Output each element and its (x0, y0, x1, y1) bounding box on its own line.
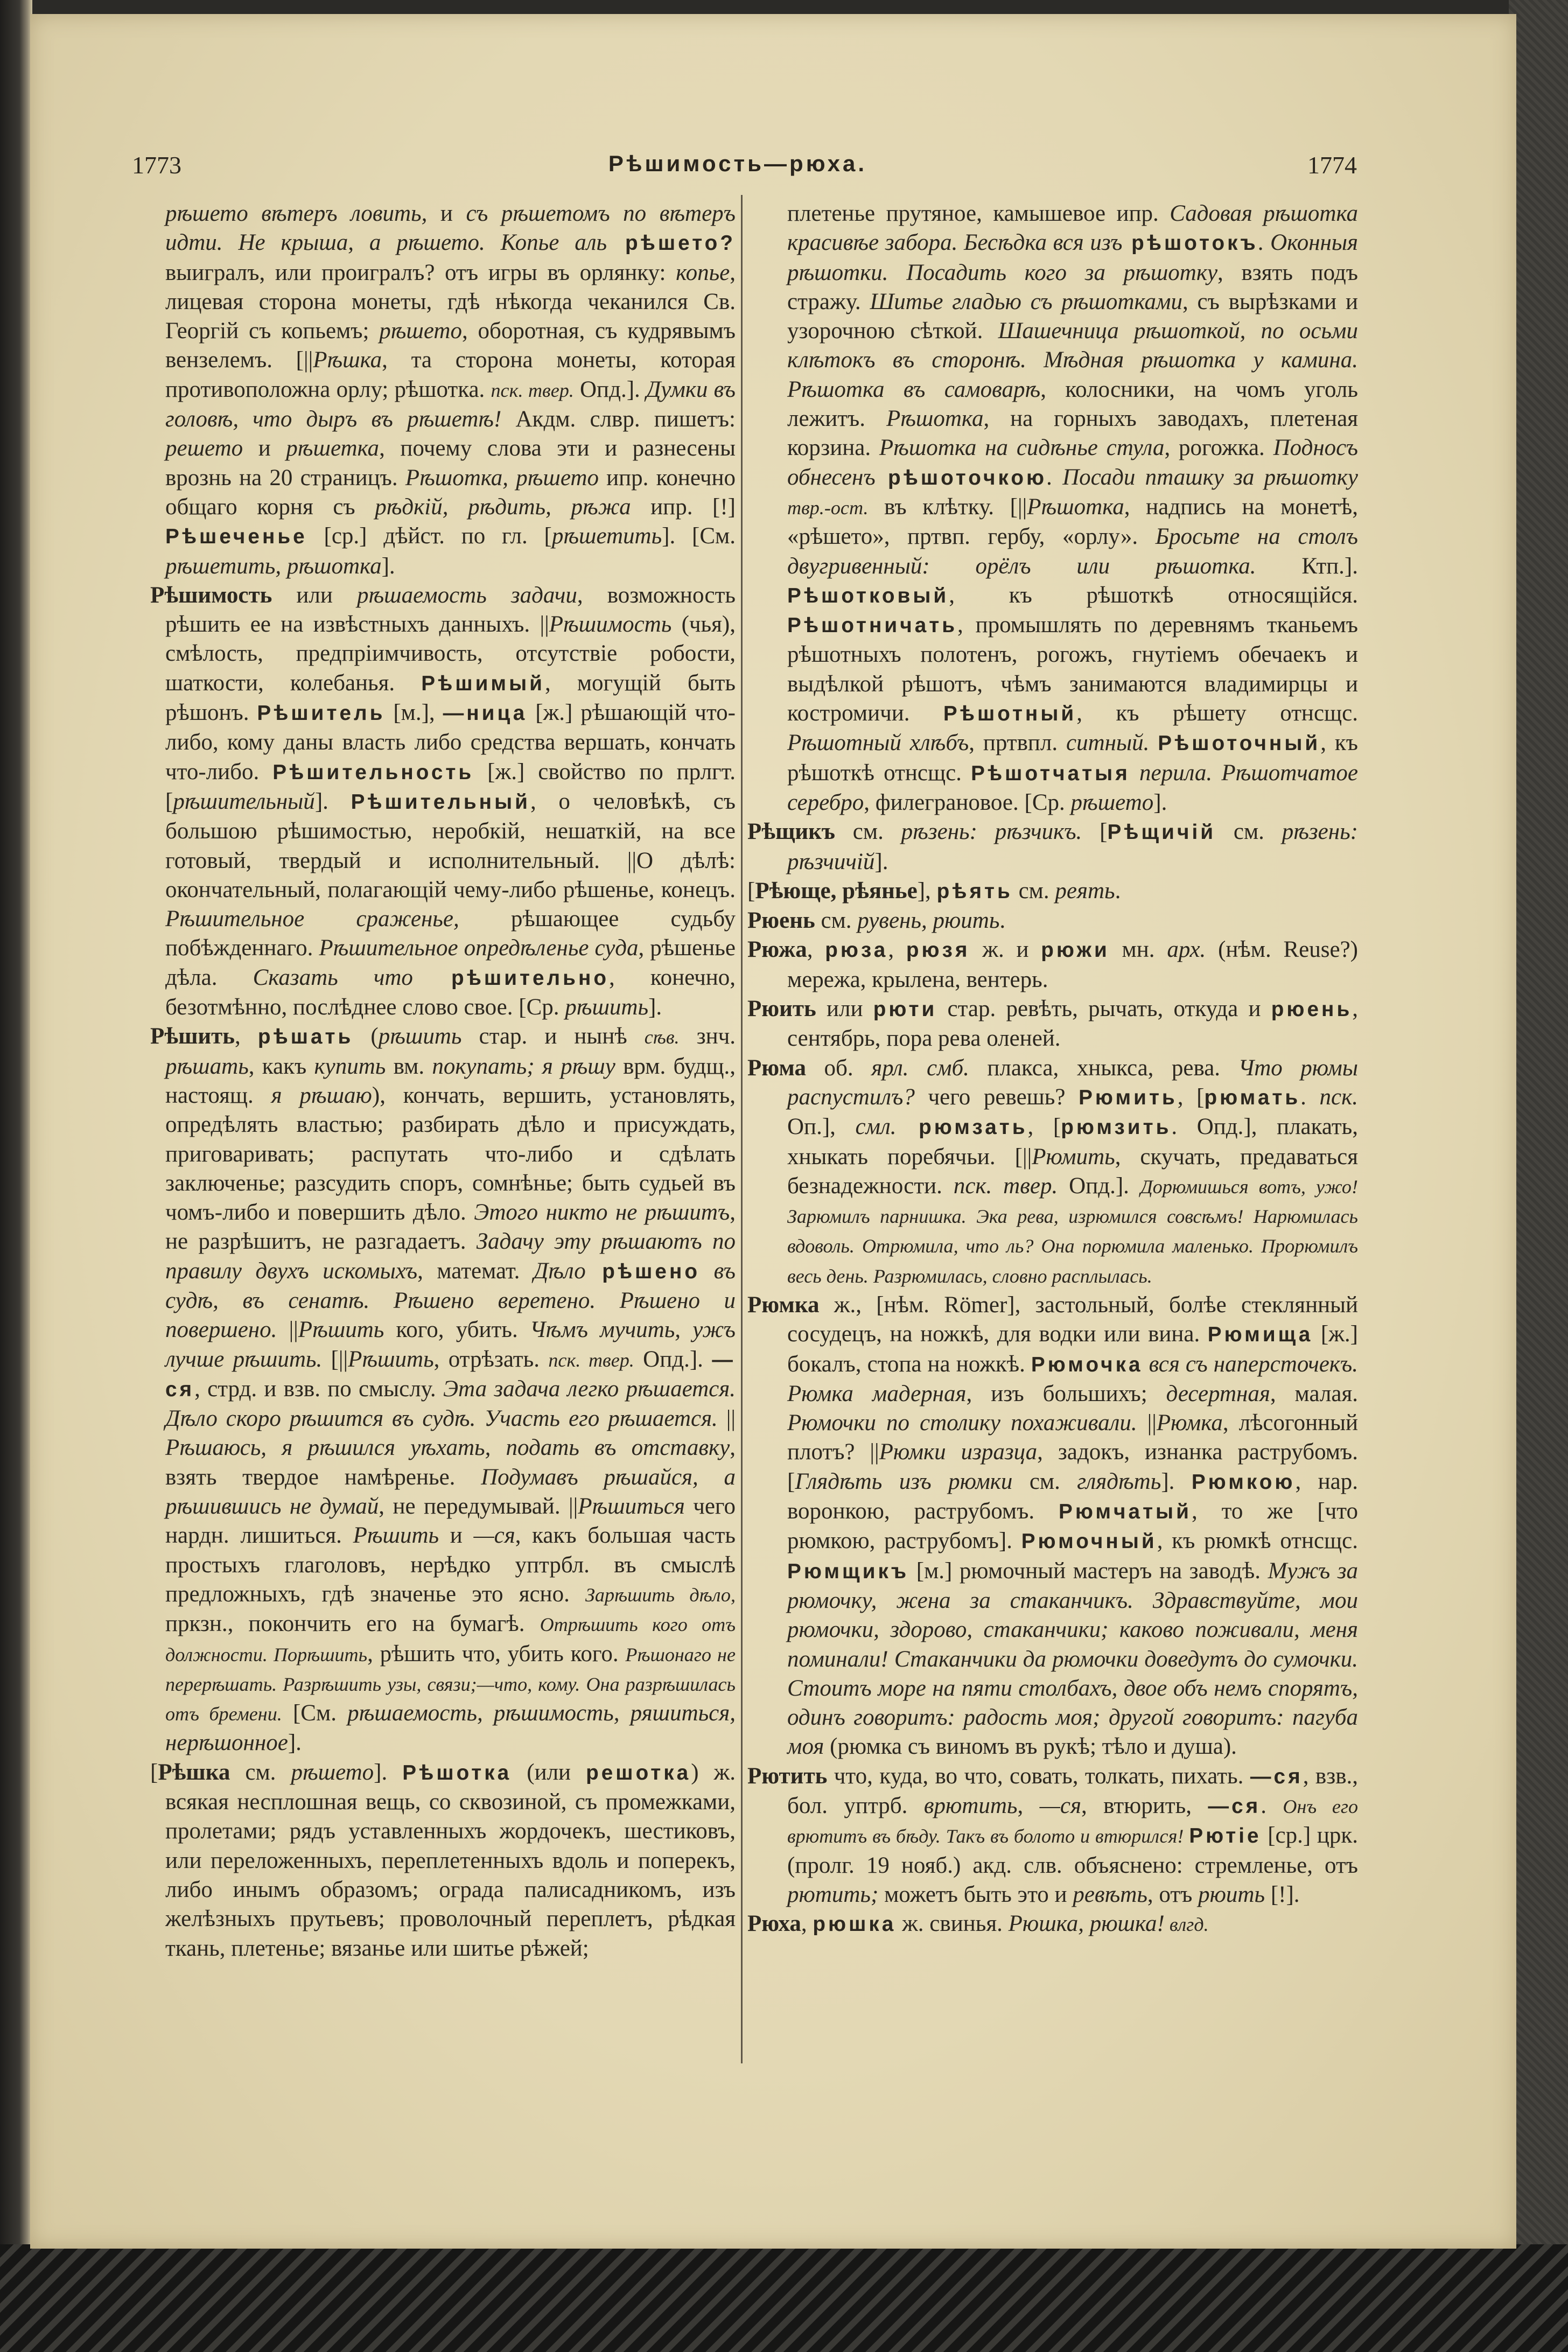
bold-spaced-term: Рюмчатый (1059, 1500, 1192, 1524)
text-run: чего ревешь? (914, 1084, 1079, 1110)
italic-run: рѣшето (379, 318, 462, 344)
text-run: кого, убить. (384, 1317, 530, 1343)
left-text-column (150, 199, 736, 1963)
bold-spaced-term: Рѣшоточный (1158, 732, 1321, 755)
text-run: , возможность рѣшить ее на извѣстныхъ данныхъ. || (165, 582, 736, 638)
bold-spaced-term: решотка (586, 1761, 691, 1784)
text-run: и (439, 1523, 474, 1549)
bold-spaced-term: рюмзать (896, 1116, 1028, 1139)
text-run: ], (917, 878, 937, 904)
dictionary-entry (747, 935, 1358, 995)
text-run: ]. (874, 849, 888, 874)
bold-spaced-term: рюшка (813, 1913, 897, 1936)
italic-run: Бросьте на столъ двугривенный: орёлъ или рѣшотка. (787, 524, 1358, 579)
text-run: , о человѣкѣ, съ большою рѣшимостью, неробкій, нешаткій, на все готовый, твердый и исполнительный. ||О дѣлѣ: окончательный, полагающій чему-либо рѣшенье, конецъ. (165, 788, 736, 902)
text-run: рѣшающее судьбу побѣжденнаго. (165, 906, 736, 961)
bold-spaced-term: Рютіе (1189, 1824, 1262, 1848)
text-run: , къ рѣшету отнсщс. (1076, 701, 1358, 726)
headword: Рѣщикъ (747, 819, 835, 845)
dictionary-entry (747, 995, 1358, 1054)
text-run: , взв., бол. уптрб. (787, 1763, 1358, 1819)
text-run: [ср.] црк. (пролг. 19 нояб.) акд. слв. объяснено: стремленье, отъ (787, 1823, 1358, 1878)
italic-run: Рѣшотка на сидѣнье стула (879, 435, 1165, 461)
headword: Рѣшить (150, 1024, 235, 1049)
italic-run: Рѣшимость (549, 612, 672, 638)
text-run: ), кончать, вершить, установлять, опредѣлять властью; разбирать дѣло и присуждать, приговаривать; распутать что-либо и сдѣлать заключенье; разсудить споръ, сомнѣнье; быть судьей въ чомъ-либо и повершить дѣло. (165, 1082, 736, 1226)
bold-spaced-term: рѣшето? (607, 232, 736, 255)
italic-run: Эта задача легко рѣшается. Дѣло скоро рѣшится въ судѣ. Участь его рѣшается. (165, 1376, 736, 1432)
italic-run: Рюшка, рюшка! (1008, 1911, 1165, 1937)
bold-spaced-term: Рюмкою (1191, 1470, 1296, 1494)
bold-spaced-term: рѣшено (585, 1259, 701, 1283)
running-title: Рѣшимость—рюха. (608, 151, 867, 176)
italic-run: Рѣшить (298, 1317, 384, 1343)
small-italic-example: Рѣшонаго не перерѣшать. Разрѣшить узы, связи;—что, кому. Она разрѣшилась отъ бремени. (165, 1643, 736, 1725)
bold-spaced-term: Рѣшитель (257, 702, 386, 725)
italic-run: Шитье гладью съ рѣшотками (870, 289, 1182, 314)
italic-run: рѣзень: рѣзчичій (787, 819, 1358, 874)
italic-run: рѣдкій, рѣдить, рѣжа (375, 494, 631, 520)
text-run: см. (230, 1759, 291, 1785)
italic-run: Рѣшиться (578, 1494, 685, 1520)
italic-run: Этого никто не рѣшитъ (474, 1200, 730, 1226)
text-run: , колосники, на чомъ уголь лежитъ. (787, 376, 1358, 432)
entry-continuation (150, 199, 736, 581)
bold-spaced-term: Рѣшотничать (787, 614, 958, 638)
text-run: знч. (679, 1024, 736, 1049)
text-run: врм. будщ., настоящ. (165, 1053, 736, 1108)
italic-run: купить (314, 1053, 386, 1079)
text-run: [ж.] свойство по прлгт. [ (165, 759, 736, 814)
text-run: [!]. (1265, 1881, 1300, 1907)
bold-spaced-term: Рѣшотчатыя (971, 761, 1130, 785)
text-run: см. (1012, 878, 1055, 904)
italic-run: рѣзень: рѣзчикъ. (901, 819, 1082, 845)
headword: Рѣшка (158, 1759, 230, 1785)
text-run: , къ рюмкѣ отнсщс. (1157, 1528, 1358, 1554)
text-run: Опд.]. (1058, 1173, 1140, 1199)
text-run: , то же [что рюмкою, раструбомъ]. (787, 1499, 1358, 1554)
text-run: , оборотная, съ кудрявымъ вензелемъ. [|| (165, 318, 736, 373)
text-run: ж. свинья. (896, 1911, 1009, 1937)
text-run: чего нардн. лишиться. (165, 1494, 736, 1549)
small-italic-example: сѣв. (644, 1026, 680, 1048)
italic-run: рѣшаемость задачи (356, 582, 577, 608)
text-run: см. (835, 819, 901, 845)
bold-spaced-term: рюжи (1041, 939, 1110, 962)
italic-run: Рюмочки по столику похаживали. (787, 1410, 1137, 1436)
text-run: , [ (1027, 1114, 1061, 1140)
italic-run: Думки въ головѣ, что дыръ въ рѣшетѣ! (165, 376, 736, 432)
text-run: , промышлять по деревнямъ тканьемъ рѣшотныхъ полотенъ, рогожъ, гнутіемъ обечаекъ и выдѣлкой рѣшотъ, чѣмъ занимаются владимирцы и костромичи. (787, 612, 1358, 726)
text-run: , не разрѣшитъ, не разгадаетъ. (165, 1200, 736, 1255)
text-run: [м.], (385, 700, 443, 726)
bold-spaced-term: рѣшительно (412, 966, 610, 990)
text-run: ]. (288, 1730, 302, 1756)
text-run: , отрѣзать. (433, 1346, 549, 1372)
small-italic-example: твр.-ост. (787, 496, 869, 519)
bold-spaced-term: Рѣшотка (402, 1761, 512, 1784)
headword: Рюха (747, 1911, 801, 1937)
text-run: ]. [См. (662, 523, 736, 549)
text-run: ( (353, 1024, 379, 1049)
italic-run: Шашечница рѣшоткой, по осьми клѣтокъ въ сторонѣ. Мѣдная рѣшотка у камина. Рѣшотка въ самоварѣ (787, 318, 1358, 402)
dictionary-entry (150, 581, 736, 1022)
text-run: (чья), смѣлость, предпріимчивость, отсутствіе робости, шаткости, колебанья. (165, 612, 736, 696)
italic-run: . Посади пташку за рѣшотку (1047, 464, 1358, 490)
text-run: . (999, 908, 1006, 934)
text-run: вм. (386, 1053, 432, 1079)
text-run: , (807, 937, 825, 963)
right-page-number: 1774 (1307, 151, 1357, 179)
text-run: (или (512, 1759, 586, 1785)
dictionary-entry (747, 877, 1358, 906)
italic-run: съ рѣшетомъ по вѣтеръ идти. Не крыша, а рѣшето. Копье аль (165, 201, 736, 256)
italic-run: рѣшето (1070, 789, 1154, 815)
text-run: (нѣм. Reuse?) мережа, крылена, вентерь. (787, 937, 1358, 992)
text-run: [ (150, 1759, 158, 1785)
dictionary-entry (747, 1054, 1358, 1291)
italic-run: Мужъ за рюмочку, жена за стаканчикъ. Здравствуйте, мои рюмочки, здорово, стаканчики; каково поживали, меня поминали! Стаканчики да рюмочки доведутъ до сумочки. Стоитъ море на пяти столбахъ, двое объ немъ спорятъ, одинъ говоритъ: радость моя; другой говоритъ: пагуба моя (787, 1558, 1358, 1760)
right-text-column (747, 199, 1358, 1940)
bold-spaced-term: —ся (1250, 1765, 1303, 1788)
bold-spaced-term: Рѣшительность (272, 760, 474, 784)
italic-run: рѣшетка (286, 436, 380, 461)
background-cloth (1509, 0, 1568, 2352)
italic-run: Задачу эту рѣшаютъ по правилу двухъ искомыхъ (165, 1229, 736, 1284)
column-divider (741, 195, 743, 2063)
text-run: . (1300, 1084, 1320, 1110)
dictionary-entry (150, 1758, 736, 1963)
italic-run: Садовая рѣшотка красивѣе забора. Бесѣдка вся изъ (787, 201, 1358, 256)
small-italic-example: Зарѣшить дѣло, (585, 1584, 736, 1606)
small-italic-example: Отрѣшить кого отъ должности. Порѣшить (165, 1614, 736, 1665)
text-run: , рѣшить что, убить кого. (367, 1641, 626, 1667)
text-run: выигралъ, или проигралъ? отъ игры въ орлянку: (165, 260, 676, 285)
text-run: , на горныхъ заводахъ, плетеная корзина. (787, 406, 1359, 461)
italic-run: Сказать что (253, 964, 413, 990)
text-run: или (272, 582, 357, 608)
text-run: стар. и нынѣ (461, 1024, 645, 1049)
italic-run: ревѣть (1073, 1881, 1147, 1907)
text-run: и (427, 201, 466, 226)
text-run: . (1115, 878, 1121, 904)
text-run: Оп.], (787, 1114, 856, 1140)
headword: Рѣюще, рѣянье (755, 878, 918, 904)
headword: Рюить (747, 996, 816, 1022)
italic-run: вся съ наперсточекъ. Рюмка мадерная (787, 1351, 1358, 1406)
text-run: ]. (314, 788, 351, 814)
italic-run: Подносъ обнесенъ (787, 435, 1359, 490)
dictionary-entry (747, 1291, 1358, 1762)
bold-spaced-term: Рюмища (1207, 1323, 1313, 1347)
text-run: ж., [нѣм. Römer], застольный, болѣе стеклянный сосудецъ, на ножкѣ, для водки или вина. (787, 1292, 1358, 1347)
text-run: , надпись на монетѣ, «рѣшето», пртвп. гербу, «орлу». (787, 494, 1358, 550)
bold-spaced-term: —ся (1208, 1795, 1261, 1818)
text-run: , взять подъ стражу. (787, 260, 1358, 314)
headword: Рюжа (747, 937, 807, 963)
text-run: , сентябрь, пора рева оленей. (787, 996, 1359, 1052)
italic-run: реять (1055, 878, 1115, 904)
dictionary-entry (747, 1909, 1358, 1939)
text-run: , стрд. и взв. по смыслу. (194, 1376, 443, 1402)
text-run: можетъ быть это и (878, 1881, 1073, 1907)
italic-run: рѣшаемость, рѣшимость, ряшиться, нерѣшонное (165, 1700, 736, 1756)
italic-run: я рѣшаю (271, 1082, 372, 1108)
text-run: , къ рѣшоткѣ относящійся. (949, 582, 1358, 608)
text-run: || (1137, 1410, 1157, 1436)
italic-run: Рѣшотный хлѣбъ (787, 730, 969, 756)
text-run: или (816, 996, 873, 1022)
italic-run: копье (676, 260, 730, 285)
text-run: ипр. конечно общаго корня съ (165, 465, 736, 520)
text-run: . (1261, 1793, 1283, 1819)
small-italic-example: Дорюмишься вотъ, ужо! Зарюмилъ парнишка. Эка рева, изрюмился совсѣмъ! Нарюмилась вдоволь. Отрюмила, что ль? Она порюмила маленько. Прорюмилъ весь день. Разрюмилась, словно расплылась. (787, 1175, 1358, 1287)
text-run: , втюрить, (1081, 1793, 1208, 1819)
italic-run: Что рюмы распустилъ? (787, 1055, 1358, 1110)
text-run: ]. (648, 995, 662, 1020)
text-run: , (888, 937, 906, 963)
headword: Рютить (747, 1763, 828, 1789)
italic-run: рѣшетить (551, 523, 662, 549)
italic-run: Рѣшить (348, 1346, 434, 1372)
bold-spaced-term: рюмзить (1061, 1116, 1172, 1139)
bold-spaced-term: Рюмить (1079, 1086, 1178, 1109)
italic-run: врютить (923, 1793, 1018, 1819)
italic-run: рѣшить (565, 995, 649, 1020)
italic-run: Рѣшительное сраженье, (165, 906, 459, 932)
italic-run: решето (165, 436, 243, 461)
text-run: , почему слова эти и разнесены врознь на 20 страницъ. (165, 436, 736, 491)
headword: Рѣшимость (150, 582, 272, 608)
text-run: ]. (374, 1759, 403, 1785)
text-run: плетенье прутяное, камышевое ипр. (787, 201, 1170, 226)
background-cloth-bottom (0, 2244, 1568, 2352)
text-run: въ клѣтку. [|| (868, 494, 1027, 520)
text-run: , (1017, 1793, 1040, 1819)
italic-run: Рѣшка (313, 347, 382, 373)
page-header (0, 151, 1568, 188)
text-run: , къ рѣшоткѣ отнсщс. (787, 730, 1358, 786)
italic-run: рѣшетить, рѣшотка (165, 553, 382, 579)
italic-run: рюить (1198, 1881, 1265, 1907)
bold-spaced-term: Рюмочный (1021, 1530, 1157, 1553)
dictionary-entry (150, 1022, 736, 1758)
text-run: , какъ (248, 1053, 314, 1079)
text-run: Акдм. слвр. пишетъ: (501, 407, 736, 432)
bold-spaced-term: —ся (165, 1348, 736, 1401)
headword: Рюмка (747, 1292, 820, 1318)
small-italic-example: пск. твер. (491, 379, 574, 401)
text-run: , та сторона монеты, которая противоположна орлу; рѣшотка. (165, 347, 736, 402)
text-run: что, куда, во что, совать, толкать, пихать. (827, 1763, 1250, 1789)
text-run: об. (806, 1055, 872, 1081)
italic-run: Рѣшаюсь, я рѣшился уѣхать, подать въ отставку (165, 1435, 730, 1461)
bold-spaced-term: Рюмщикъ (787, 1559, 909, 1583)
text-run: [ (1082, 819, 1108, 845)
bold-spaced-term: рѣшотокъ (1122, 232, 1258, 255)
italic-run: Рюмки изразца (879, 1439, 1038, 1465)
text-run: , математ. (417, 1258, 534, 1284)
text-run: , задокъ, изнанка раструбомъ. [ (787, 1439, 1359, 1494)
italic-run: Подумавъ рѣшайся, а рѣшившись не думай (165, 1464, 736, 1520)
text-run: ) ж. всякая несплошная вещь, со сквозиной, съ промежками, пролетами; рядъ уставленныхъ жордочекъ, шестиковъ, или переложенныхъ, переплетенныхъ вдоль и поперекъ, либо инымъ образомъ; ограда палисадникомъ, изъ желѣзныхъ прутьевъ; проволочный переплетъ, рѣдкая ткань, плетенье; вязанье или шитье рѣжей; (165, 1759, 736, 1961)
text-run: см. (1216, 819, 1282, 845)
small-italic-example: пск. твер. (548, 1349, 634, 1371)
text-run: , скучать, предаваться безнадежности. (787, 1144, 1358, 1199)
italic-run: рѣшить (378, 1024, 462, 1049)
text-run: , какъ большая часть простыхъ глаголовъ, нерѣдко уптрбл. въ смыслѣ предложныхъ, гдѣ значенье это ясно. (165, 1523, 736, 1607)
text-run: [м.] рюмочный мастеръ на заводѣ. (909, 1558, 1268, 1584)
italic-run: рѣшето (291, 1759, 374, 1785)
text-run: [|| (322, 1346, 348, 1372)
headword: Рюень (747, 908, 815, 934)
italic-run: смл. (855, 1114, 897, 1140)
italic-run: Рюмка (1156, 1410, 1223, 1436)
text-run: Опд.]. (573, 376, 646, 402)
bold-spaced-term: рѣять (936, 879, 1013, 903)
italic-run: Рюмить (1032, 1144, 1115, 1170)
text-run: см. (1012, 1468, 1077, 1494)
italic-run: Рѣшить (353, 1523, 439, 1549)
bold-spaced-term: —ница (443, 702, 528, 725)
text-run: [См. (282, 1700, 348, 1726)
text-run: , (801, 1911, 813, 1937)
text-run: , [ (1177, 1084, 1205, 1110)
bold-spaced-term: рюти (873, 998, 937, 1021)
italic-run: покупать; я рѣшу (432, 1053, 615, 1079)
bold-spaced-term: Рѣшотковый (787, 584, 949, 607)
italic-run: Рѣшотка, рѣшето (405, 465, 599, 491)
bold-spaced-term: рюзя (906, 939, 970, 962)
text-run: [ж.] бокалъ, стопа на ножкѣ. (787, 1321, 1358, 1377)
text-run: ]. (381, 553, 395, 579)
entry-continuation (747, 199, 1358, 817)
text-run: , (235, 1024, 258, 1049)
italic-run: пск. твер. (953, 1173, 1058, 1199)
left-page-number: 1773 (132, 151, 181, 179)
text-run: стар. ревѣть, рычать, откуда и (937, 996, 1271, 1022)
italic-run: арх. (1167, 937, 1206, 963)
text-run: || (717, 1406, 736, 1432)
text-run: пркзн., покончить его на бумагѣ. (165, 1611, 540, 1637)
bold-spaced-term: рюза (825, 939, 888, 962)
text-run: , не передумывай. || (379, 1494, 578, 1520)
small-italic-example: влгд. (1164, 1914, 1209, 1936)
italic-run: рѣшать (165, 1053, 249, 1079)
text-run: и (243, 436, 286, 461)
text-run: см. (815, 908, 858, 934)
text-run: [ср.] дѣйст. по гл. [ (307, 523, 552, 549)
text-run: , лѣсогонный плотъ? || (787, 1410, 1359, 1465)
italic-run: въ судѣ, въ сенатѣ. Рѣшено веретено. Рѣшено и повершено. (165, 1258, 736, 1343)
text-run: , изъ большихъ; (966, 1381, 1166, 1406)
text-run: (рюмка съ виномъ въ рукѣ; тѣло и душа). (824, 1734, 1237, 1760)
text-run: , нар. воронкою, раструбомъ. (787, 1468, 1359, 1524)
bold-spaced-term: Рѣшительный (351, 790, 530, 814)
bold-spaced-term: Рѣшотный (943, 702, 1077, 726)
text-run: , могущій быть рѣшонъ. (165, 670, 736, 726)
italic-run: рѣшето вѣтеръ ловить, (165, 201, 428, 226)
text-run: , отъ (1147, 1881, 1199, 1907)
italic-run: ситный. (1066, 730, 1158, 756)
small-italic-example: Онъ его врютитъ въ бѣду. Такъ въ болото и втюрился! (787, 1796, 1359, 1847)
italic-run: пск. (1319, 1084, 1358, 1110)
text-run: , взять твердое намѣренье. (165, 1435, 736, 1490)
headword: Рюма (747, 1055, 807, 1081)
bold-spaced-term: Рюмочка (1031, 1353, 1143, 1376)
text-run: ж. и (970, 937, 1041, 963)
bold-spaced-term: Рѣшеченье (165, 525, 307, 549)
text-run: , рогожка. (1164, 435, 1273, 461)
italic-run: —ся (473, 1523, 515, 1549)
text-run: , конечно, безотмѣнно, послѣднее слово свое. [Ср. (165, 964, 736, 1020)
italic-run: . Оконныя рѣшотки. Посадить кого за рѣшотку (787, 230, 1358, 285)
italic-run: Рѣшительное опредѣленье суда (319, 935, 639, 961)
text-run: , филеграновое. [Ср. (864, 789, 1071, 815)
bold-spaced-term: Рѣшимый (421, 671, 545, 695)
dictionary-entry (747, 1762, 1358, 1909)
bold-spaced-term: рюмать (1204, 1086, 1301, 1109)
text-run: мн. (1109, 937, 1167, 963)
text-run: , съ вырѣзками и узорочною сѣткой. (787, 289, 1358, 344)
dictionary-entry (747, 906, 1358, 935)
text-run: , лицевая сторона монеты, гдѣ нѣкогда чеканился Св. Георгій съ копьемъ; (165, 260, 736, 344)
italic-run: десертная (1166, 1381, 1270, 1406)
italic-run: Рѣшотка (1027, 494, 1124, 520)
dictionary-entry (747, 817, 1358, 877)
book-binding-edge (0, 0, 32, 2352)
text-run: , рѣшенье дѣла. (165, 935, 736, 990)
bold-spaced-term: рѣшоточкою (875, 466, 1047, 489)
text-run: || (277, 1317, 298, 1343)
italic-run: Глядѣть изъ рюмки (795, 1468, 1013, 1494)
text-run: [ж.] рѣшающій что-либо, кому даны власть либо средства вершать, кончать что-либо. (165, 700, 736, 785)
text-run: плакса, хныкса, рева. (969, 1055, 1238, 1081)
italic-run: перила. Рѣшотчатое серебро (787, 760, 1358, 815)
text-run: ]. (1153, 789, 1167, 815)
italic-run: Чѣмъ мучить, ужъ лучше рѣшить. (165, 1317, 736, 1372)
bold-spaced-term: рѣшать (257, 1025, 354, 1049)
italic-run: рувень, рюить (857, 908, 1000, 934)
italic-run: рютить; (787, 1881, 879, 1907)
text-run: , малая. (1270, 1381, 1359, 1406)
italic-run: глядѣть (1077, 1468, 1161, 1494)
text-run: Опд.]. (634, 1346, 712, 1372)
italic-run: Рѣшотка (886, 406, 984, 432)
bold-spaced-term: Рѣщичій (1107, 821, 1216, 844)
italic-run: рѣшительный (173, 788, 315, 814)
italic-run: —ся (1039, 1793, 1081, 1819)
bold-spaced-term: рюень (1271, 998, 1353, 1021)
italic-run: Дѣло (533, 1258, 586, 1284)
italic-run: ярл. смб. (871, 1055, 969, 1081)
text-run: , пртвпл. (969, 730, 1066, 756)
text-run: Ктп.]. (1256, 553, 1358, 579)
text-run: [ (747, 878, 755, 904)
text-run: ипр. [!] (631, 494, 736, 520)
text-run: ]. (1161, 1468, 1192, 1494)
text-run: . Опд.], плакать, хныкать поребячьи. [|| (787, 1114, 1358, 1170)
